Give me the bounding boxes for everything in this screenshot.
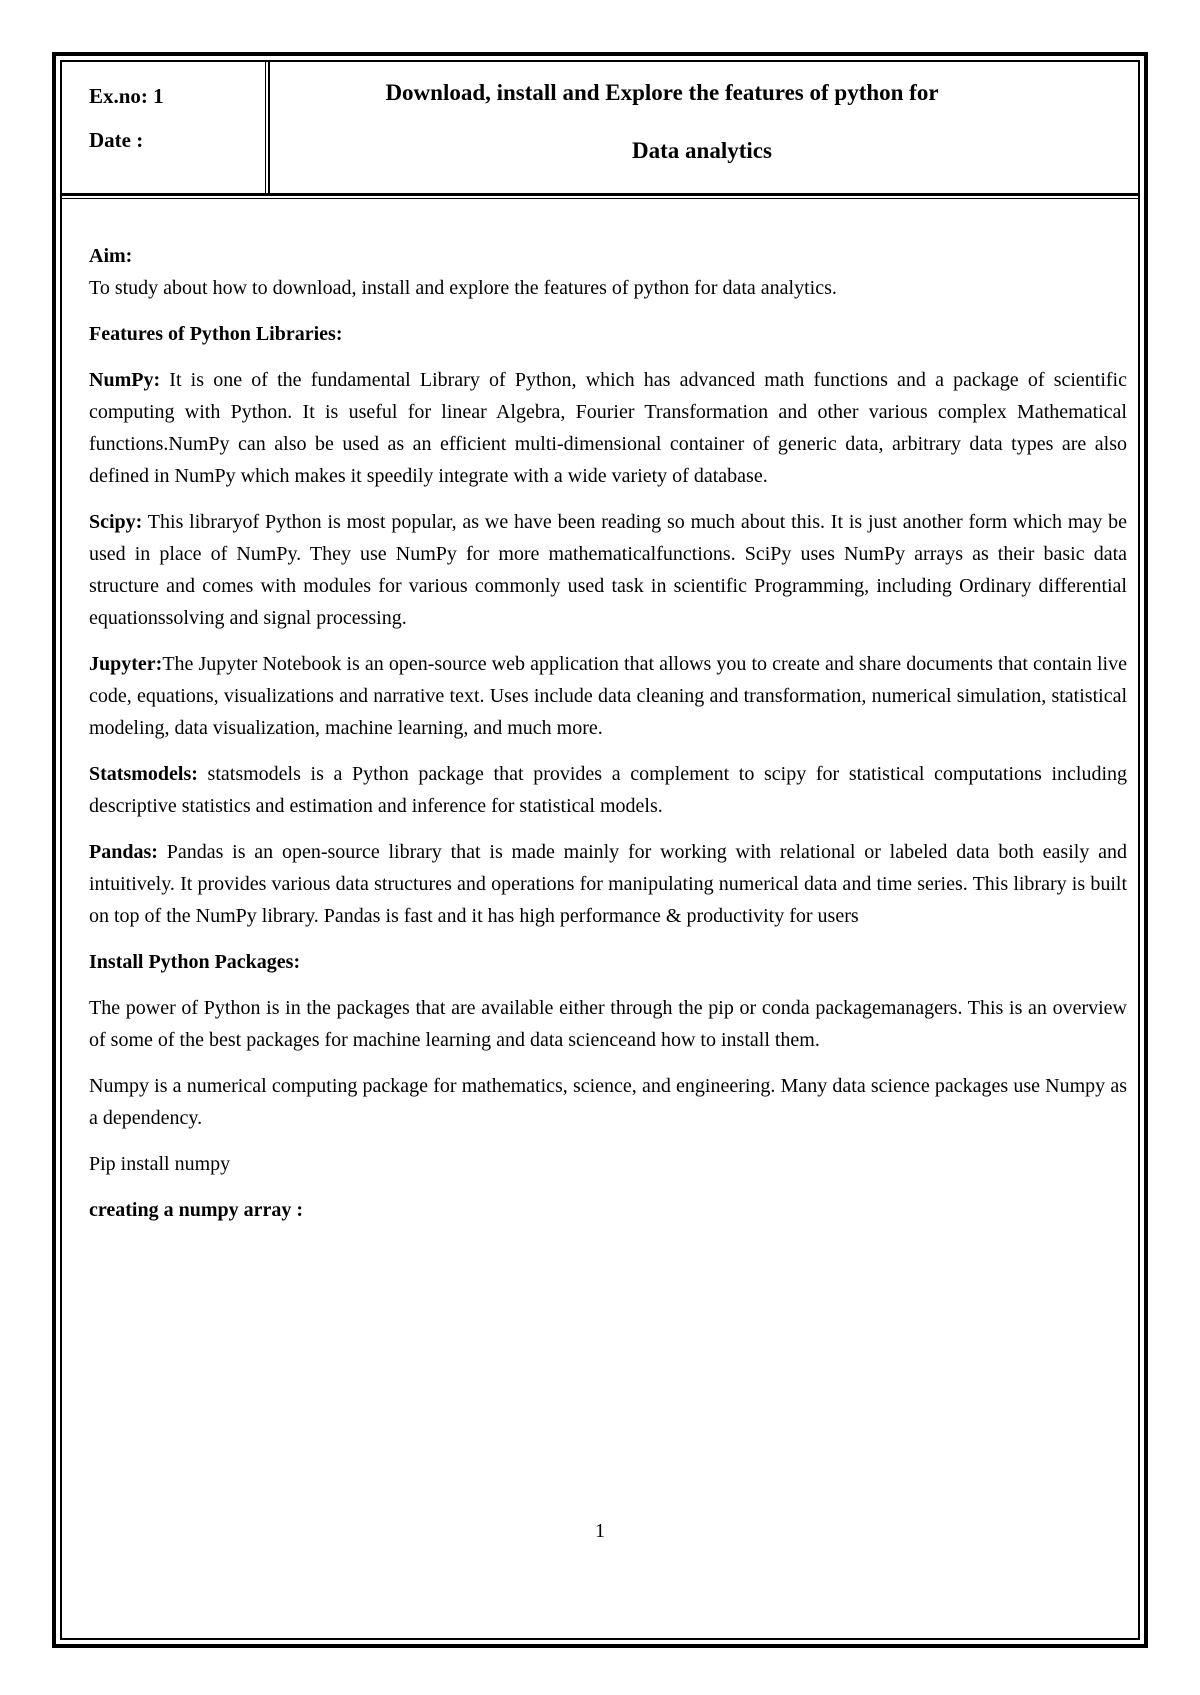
feature-text: statsmodels is a Python package that provides a complement to scipy for statistical computations including descriptive statistics and estimation and inference for statistical models. bbox=[89, 763, 1127, 817]
header-bottom-rule bbox=[60, 193, 1140, 199]
aim-heading: Aim: bbox=[89, 245, 133, 267]
install-command: Pip install numpy bbox=[89, 1153, 231, 1175]
feature-scipy bbox=[89, 506, 1127, 634]
feature-text: Pandas is an open-source library that is made mainly for working with relational or labeled data both easily and intuitively. It provides various data structures and operations for manipulating numerical data and time series. This library is built on top of the NumPy library. Pandas is fast and it has high performance & productivity for users bbox=[89, 841, 1127, 927]
install-paragraph-1: The power of Python is in the packages that are available either through the pip or conda packagemanagers. This is an overview of some of the best packages for machine learning and data scienceand how to install them. bbox=[89, 997, 1127, 1051]
feature-term: Scipy: bbox=[89, 511, 143, 533]
install-paragraph-2: Numpy is a numerical computing package for mathematics, science, and engineering. Many data science packages use Numpy as a dependency. bbox=[89, 1075, 1127, 1129]
feature-jupyter bbox=[89, 648, 1127, 744]
feature-text: The Jupyter Notebook is an open-source web application that allows you to create and share documents that contain live code, equations, visualizations and narrative text. Uses include data cleaning and transformation, numerical simulation, statistical modeling, data visualization, machine learning, and much more. bbox=[89, 653, 1127, 739]
feature-text: It is one of the fundamental Library of Python, which has advanced math functions and a package of scientific computing with Python. It is useful for linear Algebra, Fourier Transformation and other various complex Mathematical functions.NumPy can also be used as an efficient multi-dimensional container of generic data, arbitrary data types are also defined in NumPy which makes it speedily integrate with a wide variety of database. bbox=[89, 369, 1127, 487]
feature-text: This libraryof Python is most popular, as we have been reading so much about this. It is just another form which may be used in place of NumPy. They use NumPy for more mathematicalfunctions. SciPy uses NumPy arrays as their basic data structure and comes with modules for various commonly used task in scientific Programming, including Ordinary differential equationssolving and signal processing. bbox=[89, 511, 1127, 629]
aim-text: To study about how to download, install and explore the features of python for data analytics. bbox=[89, 277, 837, 299]
exercise-number: Ex.no: 1 bbox=[89, 84, 164, 108]
feature-term: NumPy: bbox=[89, 369, 161, 391]
page-title-line-1: Download, install and Explore the features of python for bbox=[385, 80, 939, 105]
feature-statsmodels bbox=[89, 758, 1127, 822]
feature-term: Statsmodels: bbox=[89, 763, 198, 785]
features-heading: Features of Python Libraries: bbox=[89, 323, 343, 345]
date-label: Date : bbox=[89, 128, 144, 152]
feature-pandas bbox=[89, 836, 1127, 932]
document-body bbox=[89, 240, 1127, 1226]
feature-term: Pandas: bbox=[89, 841, 158, 863]
numpy-array-heading: creating a numpy array : bbox=[89, 1199, 304, 1221]
feature-term: Jupyter: bbox=[89, 653, 163, 675]
install-heading: Install Python Packages: bbox=[89, 951, 301, 973]
feature-numpy bbox=[89, 364, 1127, 492]
page-title-line-2: Data analytics bbox=[632, 138, 772, 163]
page-number: 1 bbox=[595, 1520, 605, 1542]
